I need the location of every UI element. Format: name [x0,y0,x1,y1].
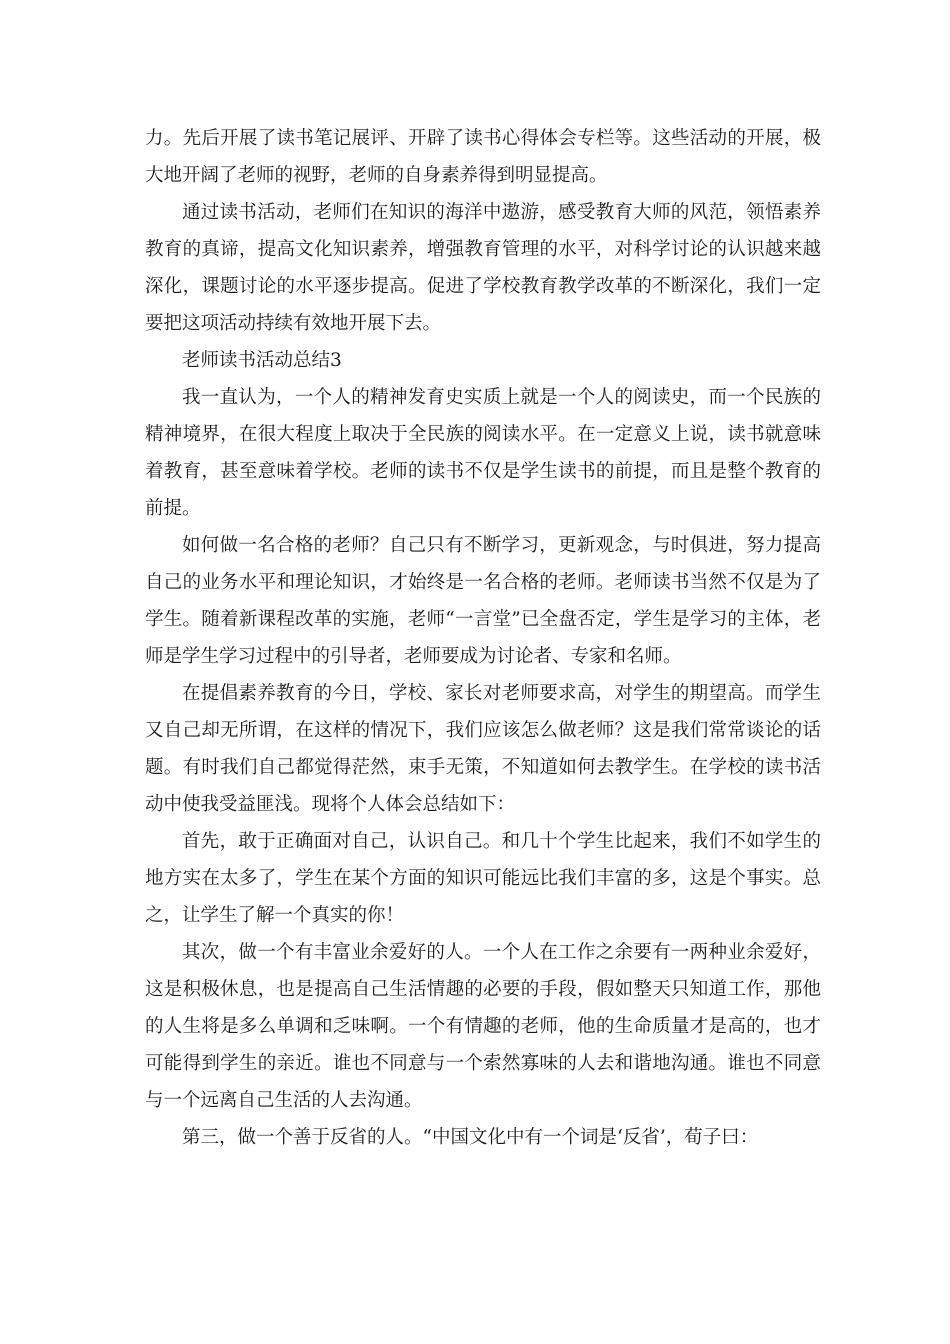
paragraph: 第三，做一个善于反省的人。“中国文化中有一个词是‘反省’，荀子曰： [182,1127,759,1148]
section-heading: 老师读书活动总结3 [182,350,342,371]
paragraph-continuation: 力。先后开展了读书笔记展评、开辟了读书心得体会专栏等。这些活动的开展，极大地开阔了老师的视野，老师的自身素养得到明显提高。 [145,128,821,186]
paragraph: 在提倡素养教育的今日，学校、家长对老师要求高，对学生的期望高。而学生又自己却无所谓，在这样的情况下，我们应该怎么做老师？这是我们常常谈论的话题。有时我们自己都觉得茫然，束手无策，不知道如何去教学生。在学校的读书活动中使我受益匪浅。现将个人体会总结如下： [145,683,821,815]
paragraph: 我一直认为，一个人的精神发育史实质上就是一个人的阅读史，而一个民族的精神境界，在很大程度上取决于全民族的阅读水平。在一定意义上说，读书就意味着教育，甚至意味着学校。老师的读书不仅是学生读书的前提，而且是整个教育的前提。 [145,387,821,519]
paragraph: 通过读书活动，老师们在知识的海洋中遨游，感受教育大师的风范，领悟素养教育的真谛，提高文化知识素养，增强教育管理的水平，对科学讨论的认识越来越深化，课题讨论的水平逐步提高。促进了学校教育教学改革的不断深化，我们一定要把这项活动持续有效地开展下去。 [145,202,821,334]
paragraph: 如何做一名合格的老师？自己只有不断学习，更新观念，与时俱进，努力提高自己的业务水平和理论知识，才始终是一名合格的老师。老师读书当然不仅是为了学生。随着新课程改革的实施，老师“一言堂”已全盘否定，学生是学习的主体，老师是学生学习过程中的引导者，老师要成为讨论者、专家和名师。 [145,535,821,667]
paragraph: 其次，做一个有丰富业余爱好的人。一个人在工作之余要有一两种业余爱好，这是积极休息，也是提高自己生活情趣的必要的手段，假如整天只知道工作，那他的人生将是多么单调和乏味啊。一个有情趣的老师，他的生命质量才是高的，也才可能得到学生的亲近。谁也不同意与一个索然寡味的人去和谐地沟通。谁也不同意与一个远离自己生活的人去沟通。 [145,942,821,1111]
paragraph: 首先，敢于正确面对自己，认识自己。和几十个学生比起来，我们不如学生的地方实在太多了，学生在某个方面的知识可能远比我们丰富的多，这是个事实。总之，让学生了解一个真实的你！ [145,831,821,926]
document-body [145,120,821,1156]
